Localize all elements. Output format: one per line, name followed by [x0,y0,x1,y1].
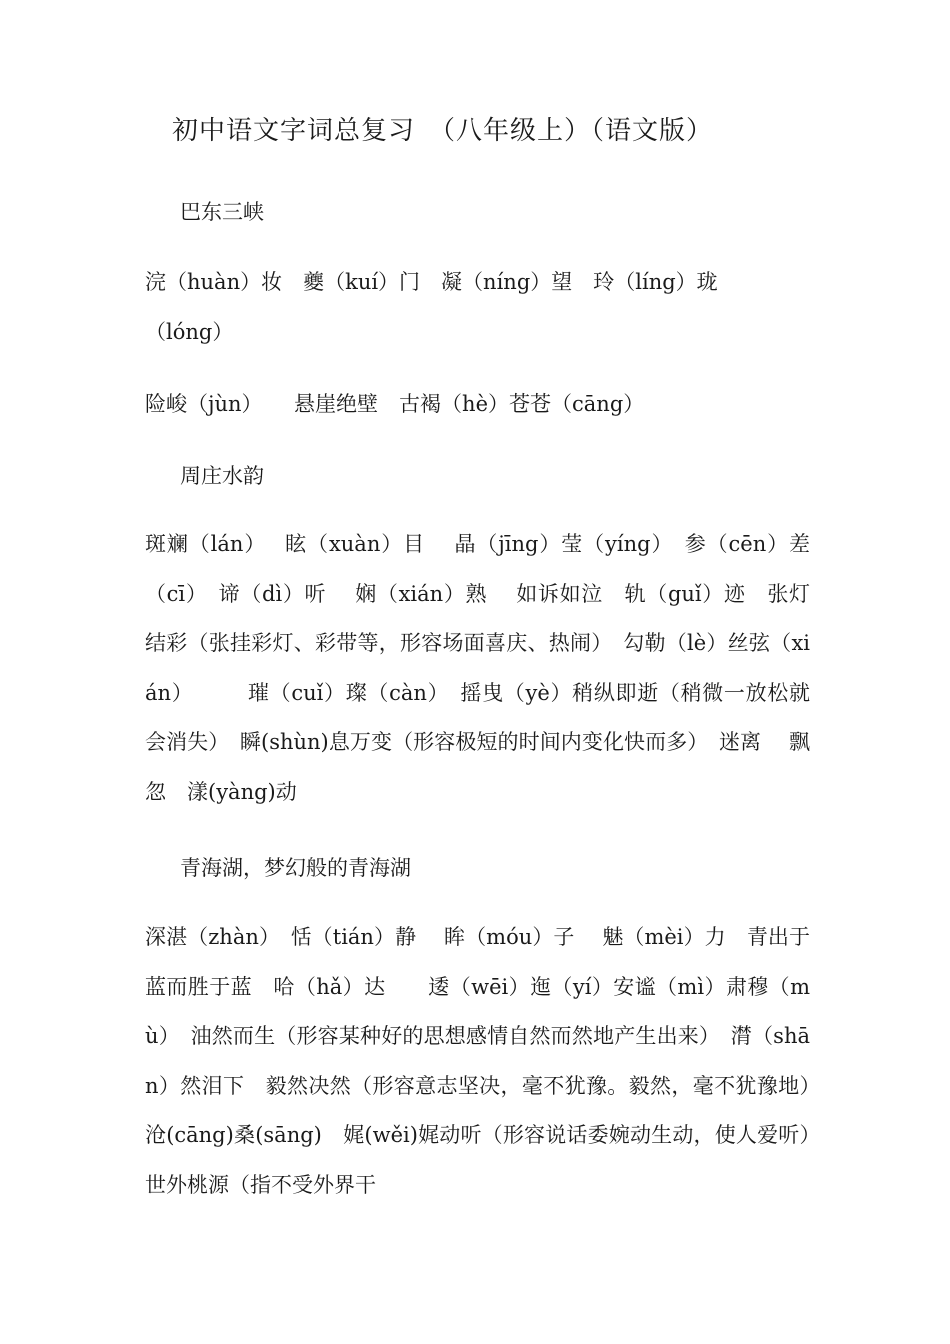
vocab-line: 浣（huàn）妆 夔（kuí）门 凝（níng）望 玲（líng）珑 [145,270,718,294]
section-heading-qinghai-lake: 青海湖，梦幻般的青海湖 [180,856,411,880]
section-heading-badong-sanxia: 巴东三峡 [180,200,264,224]
vocab-paragraph: 深湛（zhàn） 恬（tián）静 眸（móu）子 魅（mèi）力 青出于蓝而胜于蓝 哈（hǎ）达 逶（wēi）迤（yí）安谧（mì）肃穆（mù） 油然而生（形容某种好的思想感情自然而然地产生出来） 潸（shān）然泪下 毅然决然（形容意志坚决，毫不犹豫。毅然，毫不犹豫地） 沧(cāng)桑(sāng) 娓(wěi)娓动听（形容说话委婉动生动，使人爱听） 世外桃源（指不受外界干 [145,925,831,1197]
vocab-line: （lóng） [145,320,234,344]
page-title: 初中语文字词总复习 （八年级上）（语文版） [172,116,714,146]
section-heading-zhouzhuang: 周庄水韵 [180,464,264,488]
vocab-paragraph: 斑斓（lán） 眩（xuàn）目 晶（jīng）莹（yíng） 参（cēn）差（cī） 谛（dì）听 娴（xián）熟 如诉如泣 轨（guǐ）迹 张灯结彩（张挂彩灯、彩带等，形容场面喜庆、热闹） 勾勒（lè）丝弦（xián） 璀（cuǐ）璨（càn） 摇曳（yè）稍纵即逝（稍微一放松就会消失） 瞬(shùn)息万变（形容极短的时间内变化快而多） 迷离 飘忽 漾(yàng)动 [145,532,810,804]
vocab-line: 险峻（jùn） 悬崖绝壁 古褐（hè）苍苍（cāng） [145,392,645,416]
